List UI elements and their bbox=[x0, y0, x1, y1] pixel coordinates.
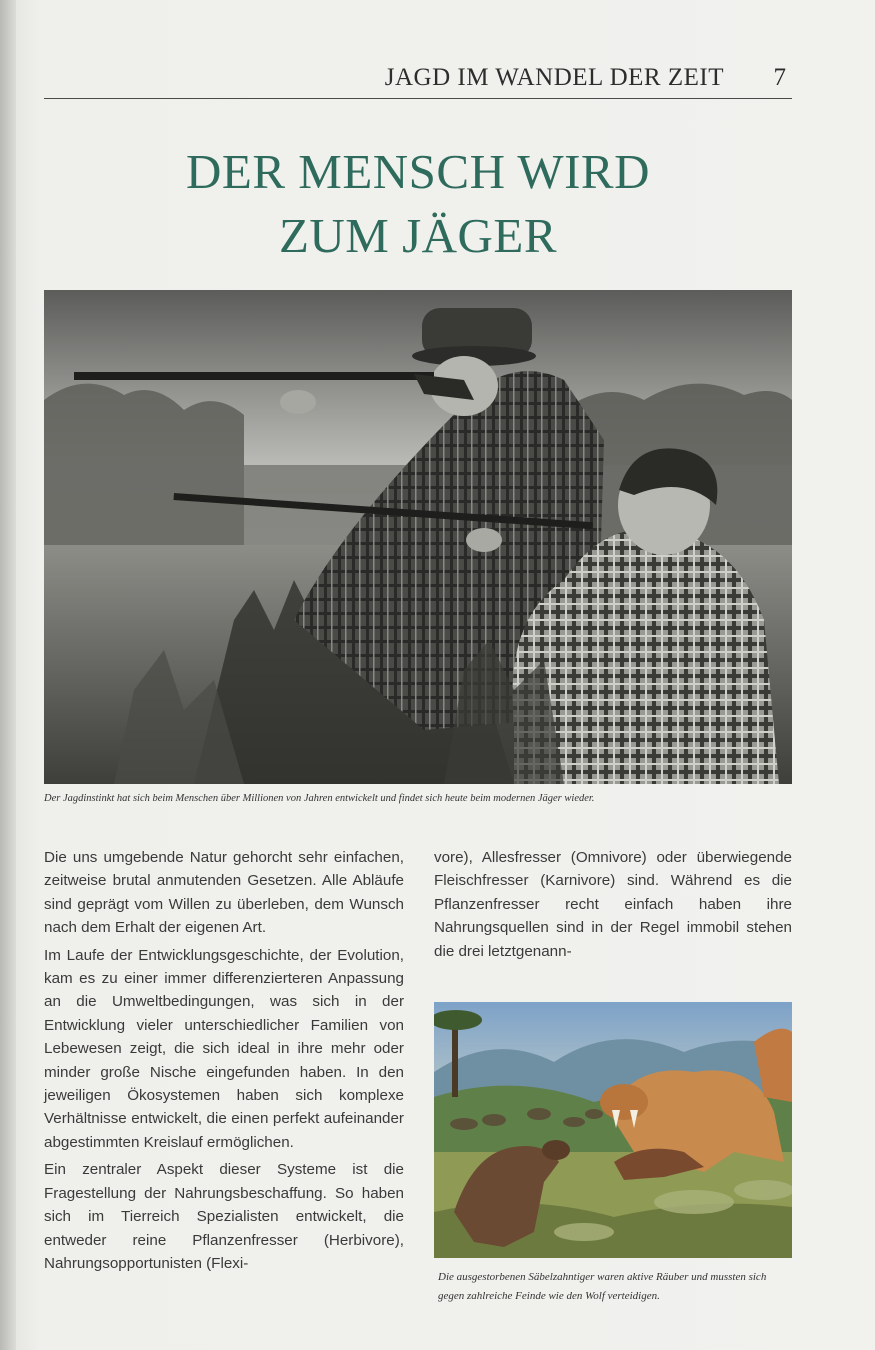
running-title: JAGD IM WANDEL DER ZEIT bbox=[384, 64, 724, 91]
body-paragraph: Ein zentraler Aspekt dieser Systeme ist die Fragestellung der Nahrungsbeschaffung. So haben sich im Tierreich Spezialisten entwickelt, die entweder reine Pflanzenfresser (Herbivore), Nahrungsopportunisten (Flexi- bbox=[44, 1161, 404, 1272]
body-paragraph: Die uns umgebende Natur gehorcht sehr einfachen, zeitweise brutal anmutenden Gesetzen. Alle Abläufe sind geprägt vom Willen zu überleben, dem Wunsch nach dem Erhalt der eigenen Art. bbox=[44, 849, 404, 937]
body-paragraph: vore), Allesfresser (Omnivore) oder überwiegende Fleischfresser (Karnivore) sind. Während es die Pflanzenfresser recht einfach haben ihre Nahrungsquellen sind in der Regel immobil stehen die drei letztgenann- bbox=[434, 849, 792, 960]
hunters-photo bbox=[44, 290, 792, 784]
page-title bbox=[44, 140, 792, 268]
body-column-left bbox=[44, 846, 404, 1279]
page-title-line-2: ZUM JÄGER bbox=[278, 208, 558, 263]
body-column-right bbox=[434, 846, 792, 963]
hunters-photo-illustration bbox=[44, 290, 792, 784]
body-paragraph: Im Laufe der Entwicklungsgeschichte, der Evolution, kam es zu einer immer differenzierteren Anpassung an die Umweltbedingungen, was sich in der Entwicklung vieler unterschiedlicher Familien von Lebewesen zeigt, die sich ideal in ihre mehr oder minder große Nische eingefunden haben. In den jeweiligen Ökosystemen haben sich komplexe Verhältnisse entwickelt, die einen perfekt aufeinander abgestimmten Kreislauf ermöglichen. bbox=[44, 946, 404, 1151]
sabertooth-painting-illustration bbox=[434, 1002, 792, 1258]
page-title-line-1: DER MENSCH WIRD bbox=[186, 144, 650, 199]
photo-caption: Der Jagdinstinkt hat sich beim Menschen über Millionen von Jahren entwickelt und findet sich heute beim modernen Jäger wieder. bbox=[44, 793, 595, 804]
page-number: 7 bbox=[773, 64, 786, 91]
painting-caption: Die ausgestorbenen Säbelzahntiger waren aktive Räuber und mussten sich gegen zahlreiche Feinde wie den Wolf verteidigen. bbox=[438, 1271, 767, 1302]
running-header bbox=[44, 62, 792, 99]
book-gutter bbox=[0, 0, 16, 1350]
sabertooth-painting bbox=[434, 1002, 792, 1258]
